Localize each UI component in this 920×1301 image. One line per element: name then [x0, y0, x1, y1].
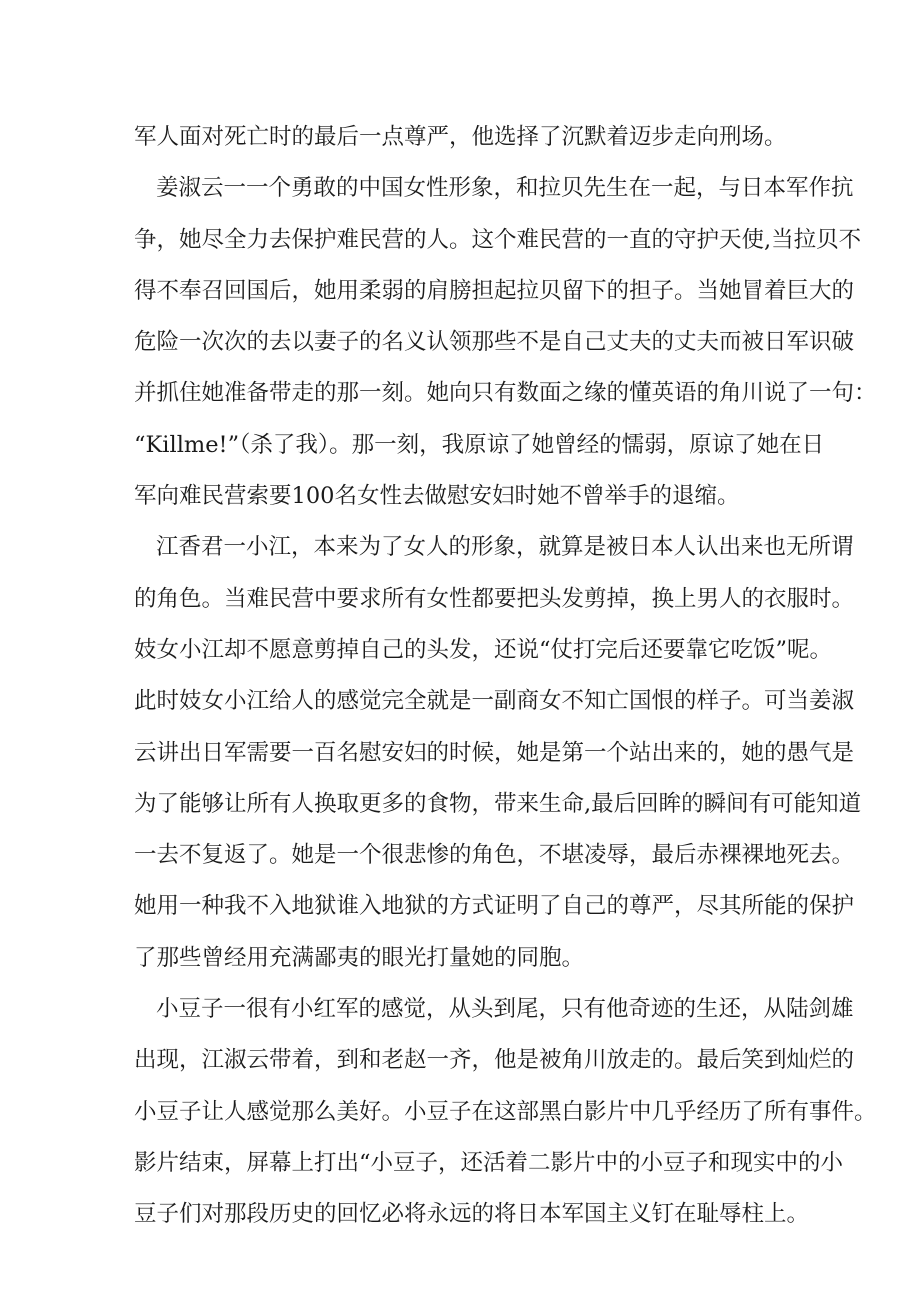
text-line: 的角色。当难民营中要求所有女性都要把头发剪掉，换上男人的衣服时。	[134, 585, 855, 612]
text-line: 豆子们对那段历史的回忆必将永远的将日本军国主义钉在耻辱柱上。	[134, 1201, 810, 1228]
paragraph-start-line: 姜淑云一一个勇敢的中国女性形象，和拉贝先生在一起，与日本军作抗	[156, 175, 854, 202]
text-line: 军向难民营索要100名女性去做慰安妇时她不曾举手的退缩。	[134, 483, 740, 510]
text-line: 小豆子让人感觉那么美好。小豆子在这部黑白影片中几乎经历了所有事件。	[134, 1098, 877, 1125]
text-line: “Killme!”（杀了我）。那一刻，我原谅了她曾经的懦弱，原谅了她在日	[134, 431, 825, 458]
body-text	[134, 112, 877, 1241]
text-line: 并抓住她准备带走的那一刻。她向只有数面之缘的懂英语的角川说了一句：	[134, 380, 877, 407]
text-line: 争，她尽全力去保护难民营的人。这个难民营的一直的守护天使,当拉贝不	[134, 226, 862, 253]
text-line: 军人面对死亡时的最后一点尊严，他选择了沉默着迈步走向刑场。	[134, 124, 787, 150]
text-line: 此时妓女小江给人的感觉完全就是一副商女不知亡国恨的样子。可当姜淑	[134, 688, 855, 715]
text-line: 影片结束，屏幕上打出“小豆子，还活着二影片中的小豆子和现实中的小	[134, 1149, 844, 1176]
text-line: 危险一次次的去以妻子的名义认领那些不是自己丈夫的丈夫而被日军识破	[134, 329, 855, 356]
text-line: 出现，江淑云带着，到和老赵一齐，他是被角川放走的。最后笑到灿烂的	[134, 1047, 855, 1074]
text-line: 一去不复返了。她是一个很悲惨的角色，不堪凌辱，最后赤裸裸地死去。	[134, 842, 855, 869]
paragraph-start-line: 江香君一小江，本来为了女人的形象，就算是被日本人认出来也无所谓	[156, 534, 854, 561]
text-line: 她用一种我不入地狱谁入地狱的方式证明了自己的尊严，尽其所能的保护	[134, 893, 855, 920]
paragraph-start-line: 小豆子一很有小红军的感觉，从头到尾，只有他奇迹的生还，从陆剑雄	[156, 996, 854, 1023]
text-line: 为了能够让所有人换取更多的食物，带来生命,最后回眸的瞬间有可能知道	[134, 790, 862, 817]
text-line: 妓女小江却不愿意剪掉自己的头发，还说“仗打完后还要靠它吃饭”呢。	[134, 636, 833, 663]
text-line: 得不奉召回国后，她用柔弱的肩膀担起拉贝留下的担子。当她冒着巨大的	[134, 277, 855, 304]
text-line: 了那些曾经用充满鄙夷的眼光打量她的同胞。	[134, 944, 585, 971]
text-line: 云讲出日军需要一百名慰安妇的时候，她是第一个站出来的，她的愚气是	[134, 739, 855, 766]
